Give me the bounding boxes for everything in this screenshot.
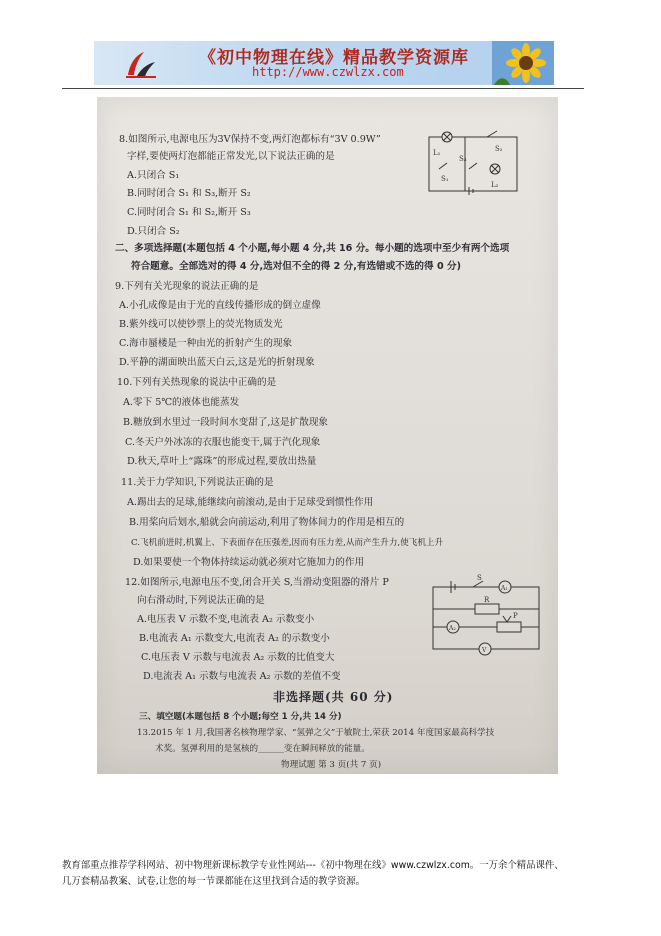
q11-option-c: C.飞机前进时,机翼上、下表面存在压强差,因而有压力差,从而产生升力,使飞机上升	[131, 538, 444, 548]
q10-option-b: B.糖放到水里过一段时间水变甜了,这是扩散现象	[123, 417, 329, 428]
header-divider	[62, 88, 584, 89]
q9-option-a: A.小孔成像是由于光的直线传播形成的倒立虚像	[119, 300, 321, 311]
exam-photo	[97, 97, 558, 774]
q12-stem-1: 12.如图所示,电源电压不变,闭合开关 S,当滑动变阻器的滑片 P	[125, 577, 389, 588]
site-footer	[62, 858, 642, 890]
q12-label-s: S	[477, 574, 482, 582]
q9-option-d: D.平静的湖面映出蓝天白云,这是光的折射现象	[119, 357, 315, 368]
banner-url[interactable]: http://www.czwlzx.com	[252, 65, 404, 79]
q8-circuit-diagram	[425, 131, 525, 197]
q10-option-d: D.秋天,草叶上“露珠”的形成过程,要放出热量	[127, 456, 317, 467]
q12-circuit-diagram	[429, 575, 545, 659]
q11-option-d: D.如果要使一个物体持续运动就必须对它施加力的作用	[133, 557, 365, 568]
footer-line-2: 几万套精品教案、试卷,让您的每一节课都能在这里找到合适的教学资源。	[62, 876, 365, 887]
q8-stem-1: 8.如图所示,电源电压为3V保持不变,两灯泡都标有“3V 0.9W”	[119, 134, 381, 145]
q8-option-a: A.只闭合 S₁	[127, 170, 180, 181]
section-2-heading-line2: 符合题意。全部选对的得 4 分,选对但不全的得 2 分,有选错或不选的得 0 分)	[131, 261, 461, 272]
q10-stem: 10.下列有关热现象的说法中正确的是	[117, 377, 277, 388]
q13-stem-1: 13.2015 年 1 月,我国著名核物理学家、“氢弹之父”于敏院士,荣获 2014 年度国家最高科学技	[137, 728, 495, 738]
header-banner	[94, 41, 554, 85]
q12-label-v: V	[482, 647, 487, 654]
banner-title: 《初中物理在线》精品教学资源库	[199, 48, 469, 68]
q12-label-a2: A₂	[449, 625, 456, 632]
q8-stem-2: 字样,要使两灯泡都能正常发光,以下说法正确的是	[127, 151, 335, 162]
sunflower-icon	[492, 41, 554, 85]
q12-option-c: C.电压表 V 示数与电流表 A₂ 示数的比值变大	[141, 652, 335, 663]
q12-label-r: R	[484, 596, 490, 604]
q8-label-l2: L₂	[491, 181, 499, 189]
section-2-heading-line1: 二、多项选择题(本题包括 4 个小题,每小题 4 分,共 16 分。每小题的选项中至少有两个选项	[115, 243, 510, 254]
q12-label-a1: A₁	[501, 585, 508, 592]
q12-option-d: D.电流表 A₁ 示数与电流表 A₂ 示数的差值不变	[143, 671, 341, 682]
q12-label-p: P	[513, 612, 518, 620]
q9-option-b: B.紫外线可以使钞票上的荧光物质发光	[119, 319, 283, 330]
q8-label-l1: L₁	[433, 149, 441, 157]
q12-stem-2: 向右滑动时,下列说法正确的是	[137, 595, 265, 606]
q11-stem: 11.关于力学知识,下列说法正确的是	[121, 477, 274, 488]
q12-option-a: A.电压表 V 示数不变,电流表 A₂ 示数变小	[137, 614, 315, 625]
footer-line-1: 教育部重点推荐学科网站、初中物理新课标教学专业性网站---《初中物理在线》www.czwlzx.com。一万余个精品课件、	[62, 860, 564, 871]
exam-page	[97, 97, 558, 774]
q8-label-s1: S₁	[441, 175, 449, 183]
q9-option-c: C.海市蜃楼是一种由光的折射产生的现象	[119, 338, 293, 349]
q11-option-b: B.用桨向后划水,船就会向前运动,利用了物体间力的作用是相互的	[129, 517, 405, 528]
exam-page-number: 物理试题 第 3 页(共 7 页)	[281, 760, 382, 770]
site-logo-icon	[124, 49, 158, 79]
q10-option-c: C.冬天户外冰冻的衣服也能变干,属于汽化现象	[125, 437, 321, 448]
q8-option-c: C.同时闭合 S₁ 和 S₂,断开 S₃	[127, 207, 251, 218]
nonchoice-title: 非选择题(共 60 分)	[273, 690, 394, 704]
section-3-heading: 三、填空题(本题包括 8 个小题;每空 1 分,共 14 分)	[139, 712, 342, 722]
q12-option-b: B.电流表 A₁ 示数变大,电流表 A₂ 的示数变小	[139, 633, 330, 644]
q9-stem: 9.下列有关光现象的说法正确的是	[115, 281, 259, 292]
q8-label-s2: S₂	[495, 145, 503, 153]
q8-option-d: D.只闭合 S₂	[127, 226, 180, 237]
q8-option-b: B.同时闭合 S₁ 和 S₃,断开 S₂	[127, 188, 251, 199]
q10-option-a: A.零下 5℃的液体也能蒸发	[123, 397, 240, 408]
q11-option-a: A.踢出去的足球,能继续向前滚动,是由于足球受到惯性作用	[127, 497, 374, 508]
q8-label-s3: S₃	[459, 155, 467, 163]
q13-stem-2: 术奖。氢弹利用的是氢核的______变在瞬间释放的能量。	[155, 744, 370, 754]
